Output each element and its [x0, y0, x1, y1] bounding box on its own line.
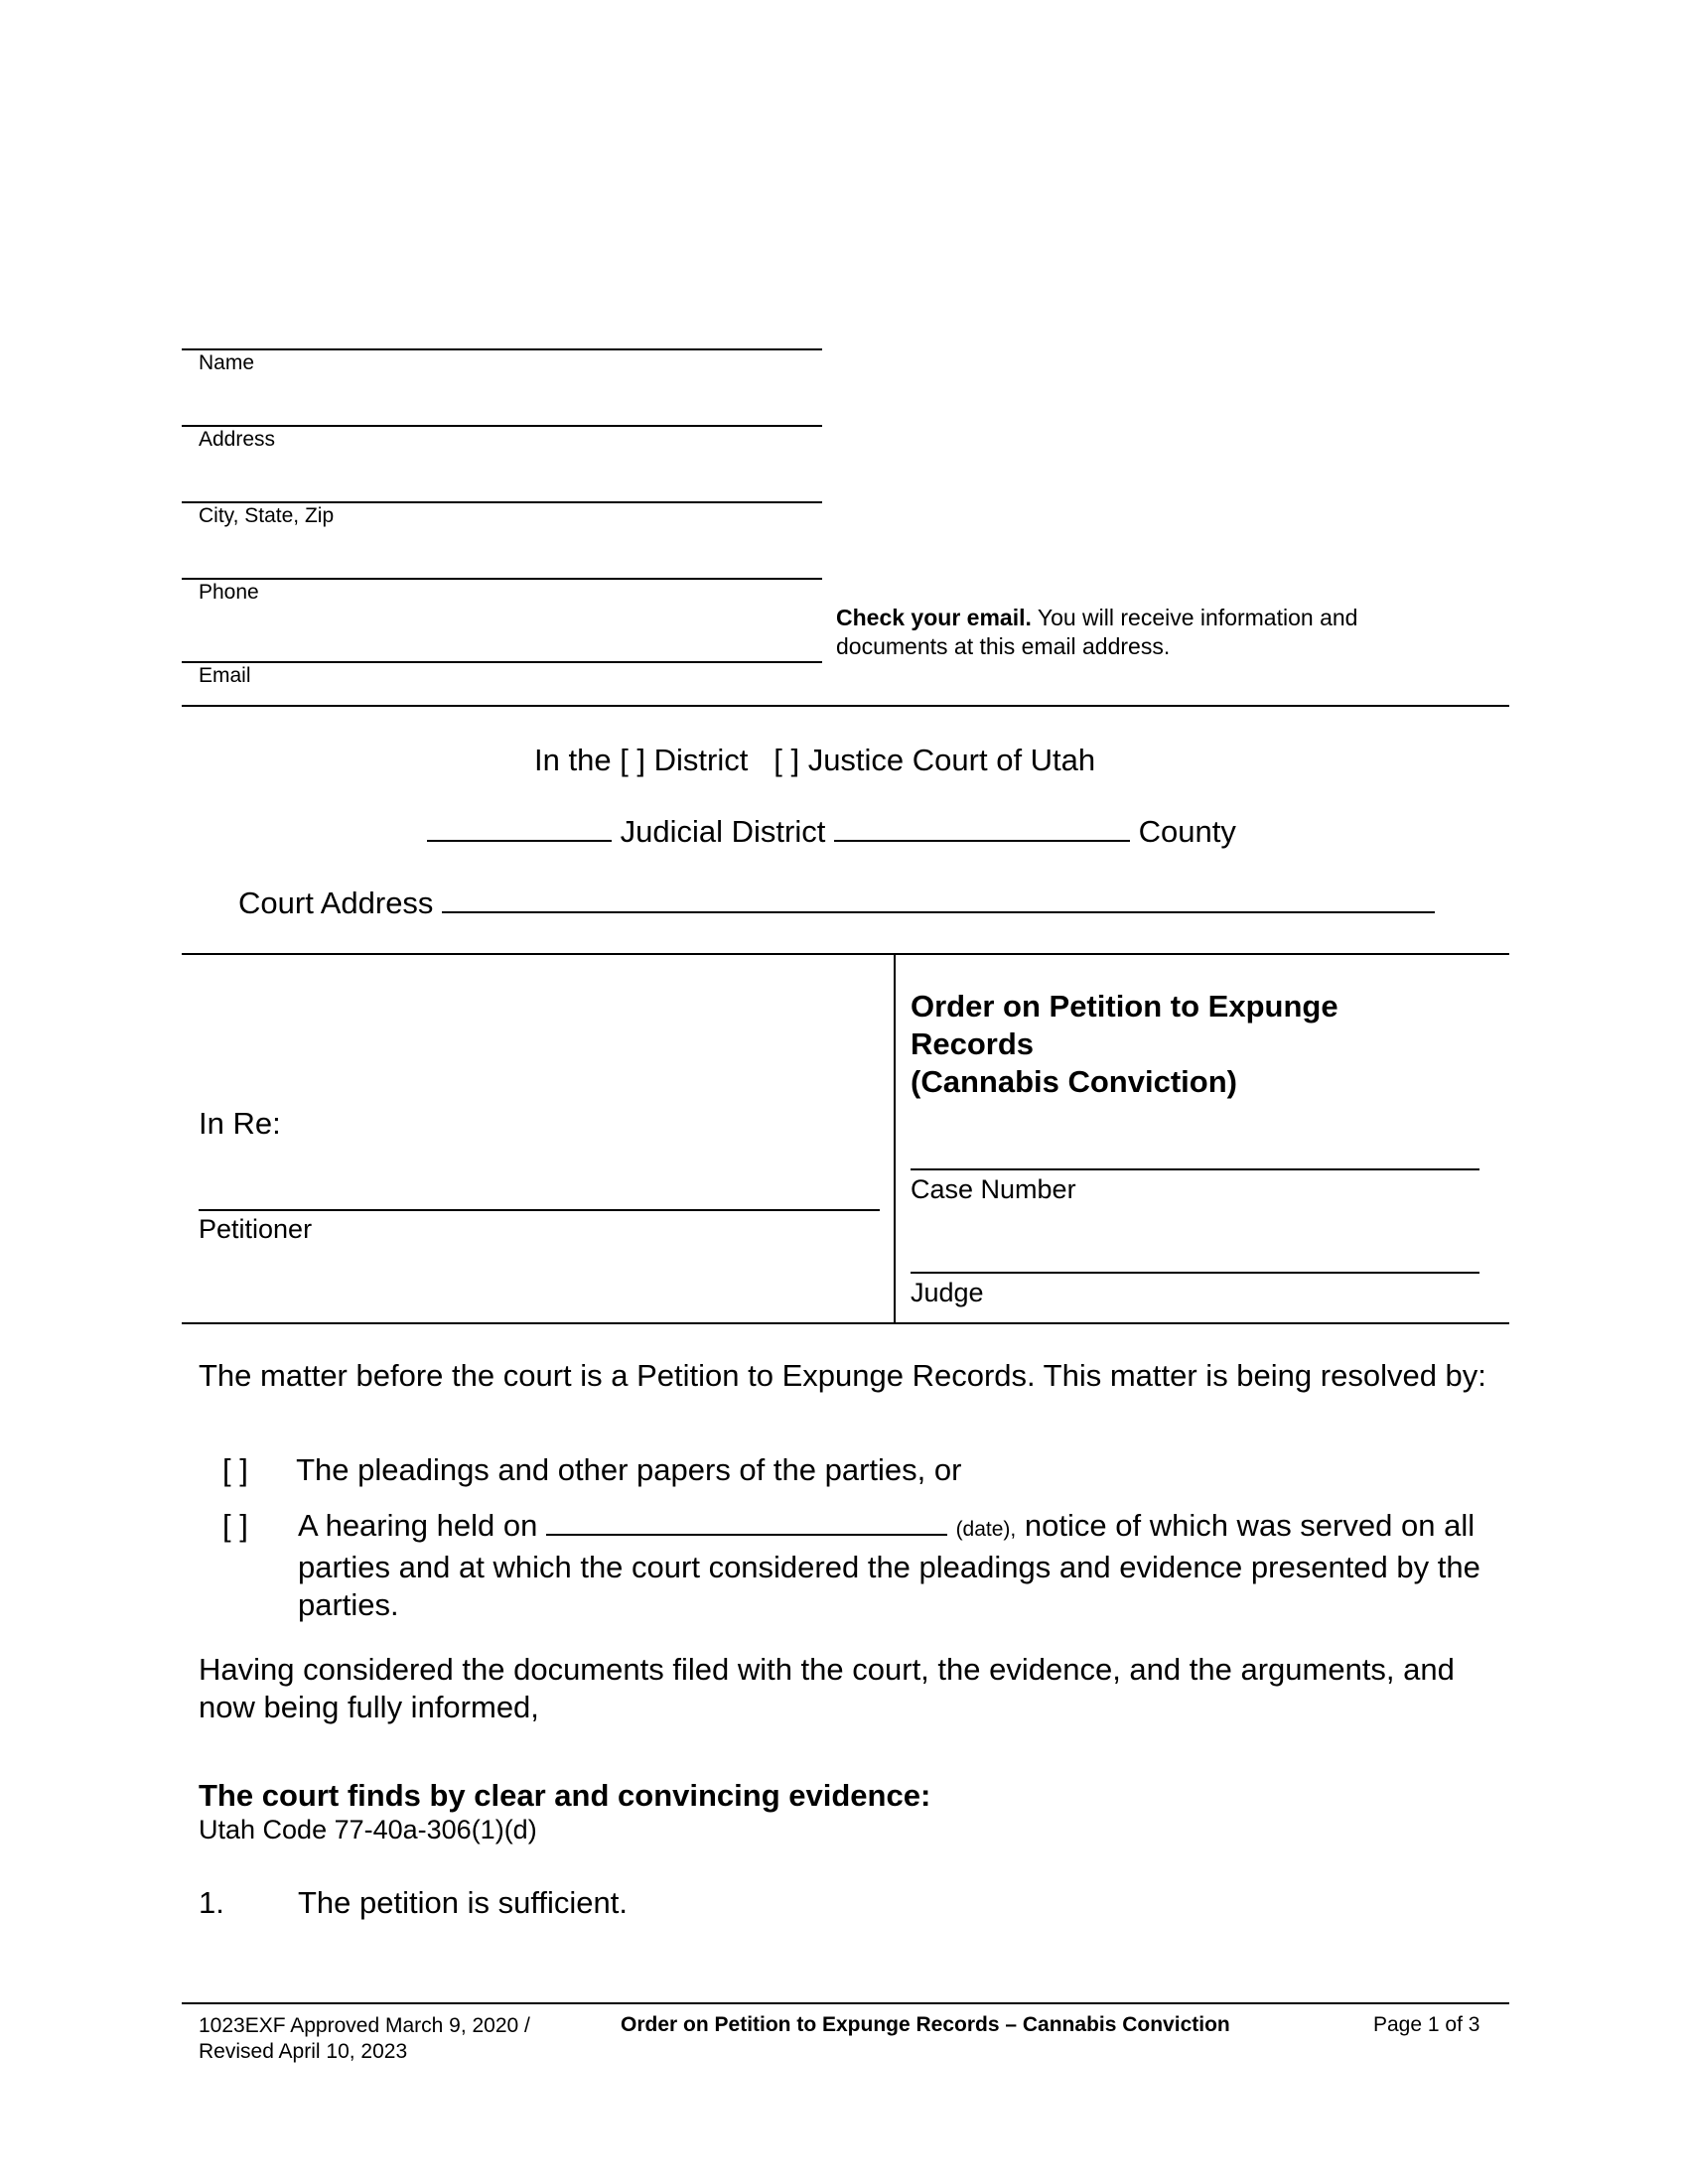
case-number-line[interactable] — [911, 1168, 1479, 1170]
case-number-label: Case Number — [911, 1174, 1076, 1204]
option-pleadings-checkbox[interactable]: [ ] — [222, 1452, 248, 1487]
title-line-1: Order on Petition to Expunge — [911, 989, 1338, 1024]
county-label: County — [1138, 814, 1236, 849]
email-label: Email — [199, 664, 251, 687]
county-blank[interactable] — [834, 816, 1130, 842]
justice-court-label: Justice Court of Utah — [807, 743, 1096, 777]
option-hearing-checkbox[interactable]: [ ] — [222, 1508, 248, 1543]
email-note — [836, 604, 1432, 661]
court-address-label: Court Address — [238, 886, 434, 920]
finding-item-1-number: 1. — [199, 1885, 224, 1920]
phone-label: Phone — [199, 581, 259, 604]
city-state-zip-line[interactable] — [182, 501, 822, 503]
city-state-zip-label: City, State, Zip — [199, 504, 335, 527]
address-line[interactable] — [182, 425, 822, 427]
district-label: District — [653, 743, 749, 777]
footer-page-number: Page 1 of 3 — [1373, 2013, 1480, 2036]
in-the-label: In the — [534, 743, 612, 777]
phone-line[interactable] — [182, 578, 822, 580]
footer-revised: Revised April 10, 2023 — [199, 2040, 408, 2063]
court-address-line — [238, 885, 1435, 922]
hearing-date-blank[interactable] — [546, 1510, 947, 1536]
court-address-blank[interactable] — [442, 887, 1435, 913]
caption-bottom-border — [182, 1322, 1509, 1324]
finding-item-1-text: The petition is sufficient. — [298, 1885, 628, 1920]
justice-checkbox[interactable]: [ ] — [774, 743, 800, 777]
date-hint: (date), — [955, 1518, 1017, 1541]
findings-heading: The court finds by clear and convincing evidence: — [199, 1778, 931, 1813]
hearing-notice-text: notice of which was served — [1024, 1508, 1393, 1543]
hearing-held-on: A hearing held on — [298, 1508, 538, 1543]
email-line[interactable] — [182, 661, 822, 663]
title-line-3: (Cannabis Conviction) — [911, 1064, 1237, 1099]
option-hearing — [222, 1507, 1499, 1624]
email-note-text: You will receive information and documents at this email address. — [836, 605, 1358, 659]
district-checkbox[interactable]: [ ] — [620, 743, 646, 777]
petitioner-line[interactable] — [199, 1209, 880, 1211]
in-re-label: In Re: — [199, 1106, 281, 1141]
finding-item-1 — [199, 1884, 628, 1922]
document-title — [911, 988, 1338, 1101]
judge-line[interactable] — [911, 1272, 1479, 1274]
option-pleadings — [222, 1451, 961, 1489]
judicial-district-label: Judicial District — [620, 814, 826, 849]
hearing-continuation: on all parties and at which the court considered the pleadings and evidence presented by the parties. — [298, 1508, 1480, 1622]
footer-form-id — [199, 2013, 530, 2065]
caption-divider — [894, 953, 896, 1322]
address-label: Address — [199, 428, 276, 451]
petitioner-label: Petitioner — [199, 1214, 313, 1244]
code-reference: Utah Code 77-40a-306(1)(d) — [199, 1815, 537, 1844]
district-county-line — [427, 813, 1236, 851]
footer-approved: 1023EXF Approved March 9, 2020 / — [199, 2014, 530, 2037]
footer-title: Order on Petition to Expunge Records – Cannabis Conviction — [621, 2013, 1230, 2036]
title-line-2: Records — [911, 1026, 1035, 1061]
court-type-line — [534, 742, 1095, 779]
header-divider — [182, 705, 1509, 707]
name-label: Name — [199, 351, 255, 374]
name-line[interactable] — [182, 348, 822, 350]
judicial-district-blank[interactable] — [427, 816, 612, 842]
email-note-bold: Check your email. — [836, 605, 1032, 630]
option-pleadings-text: The pleadings and other papers of the parties, or — [296, 1452, 962, 1487]
considered-paragraph: Having considered the documents filed with the court, the evidence, and the arguments, and now being fully informed, — [199, 1652, 1455, 1724]
footer-divider — [182, 2002, 1509, 2004]
judge-label: Judge — [911, 1278, 984, 1307]
caption-top-border — [182, 953, 1509, 955]
intro-paragraph: The matter before the court is a Petition to Expunge Records. This matter is being resolved by: — [199, 1358, 1486, 1393]
